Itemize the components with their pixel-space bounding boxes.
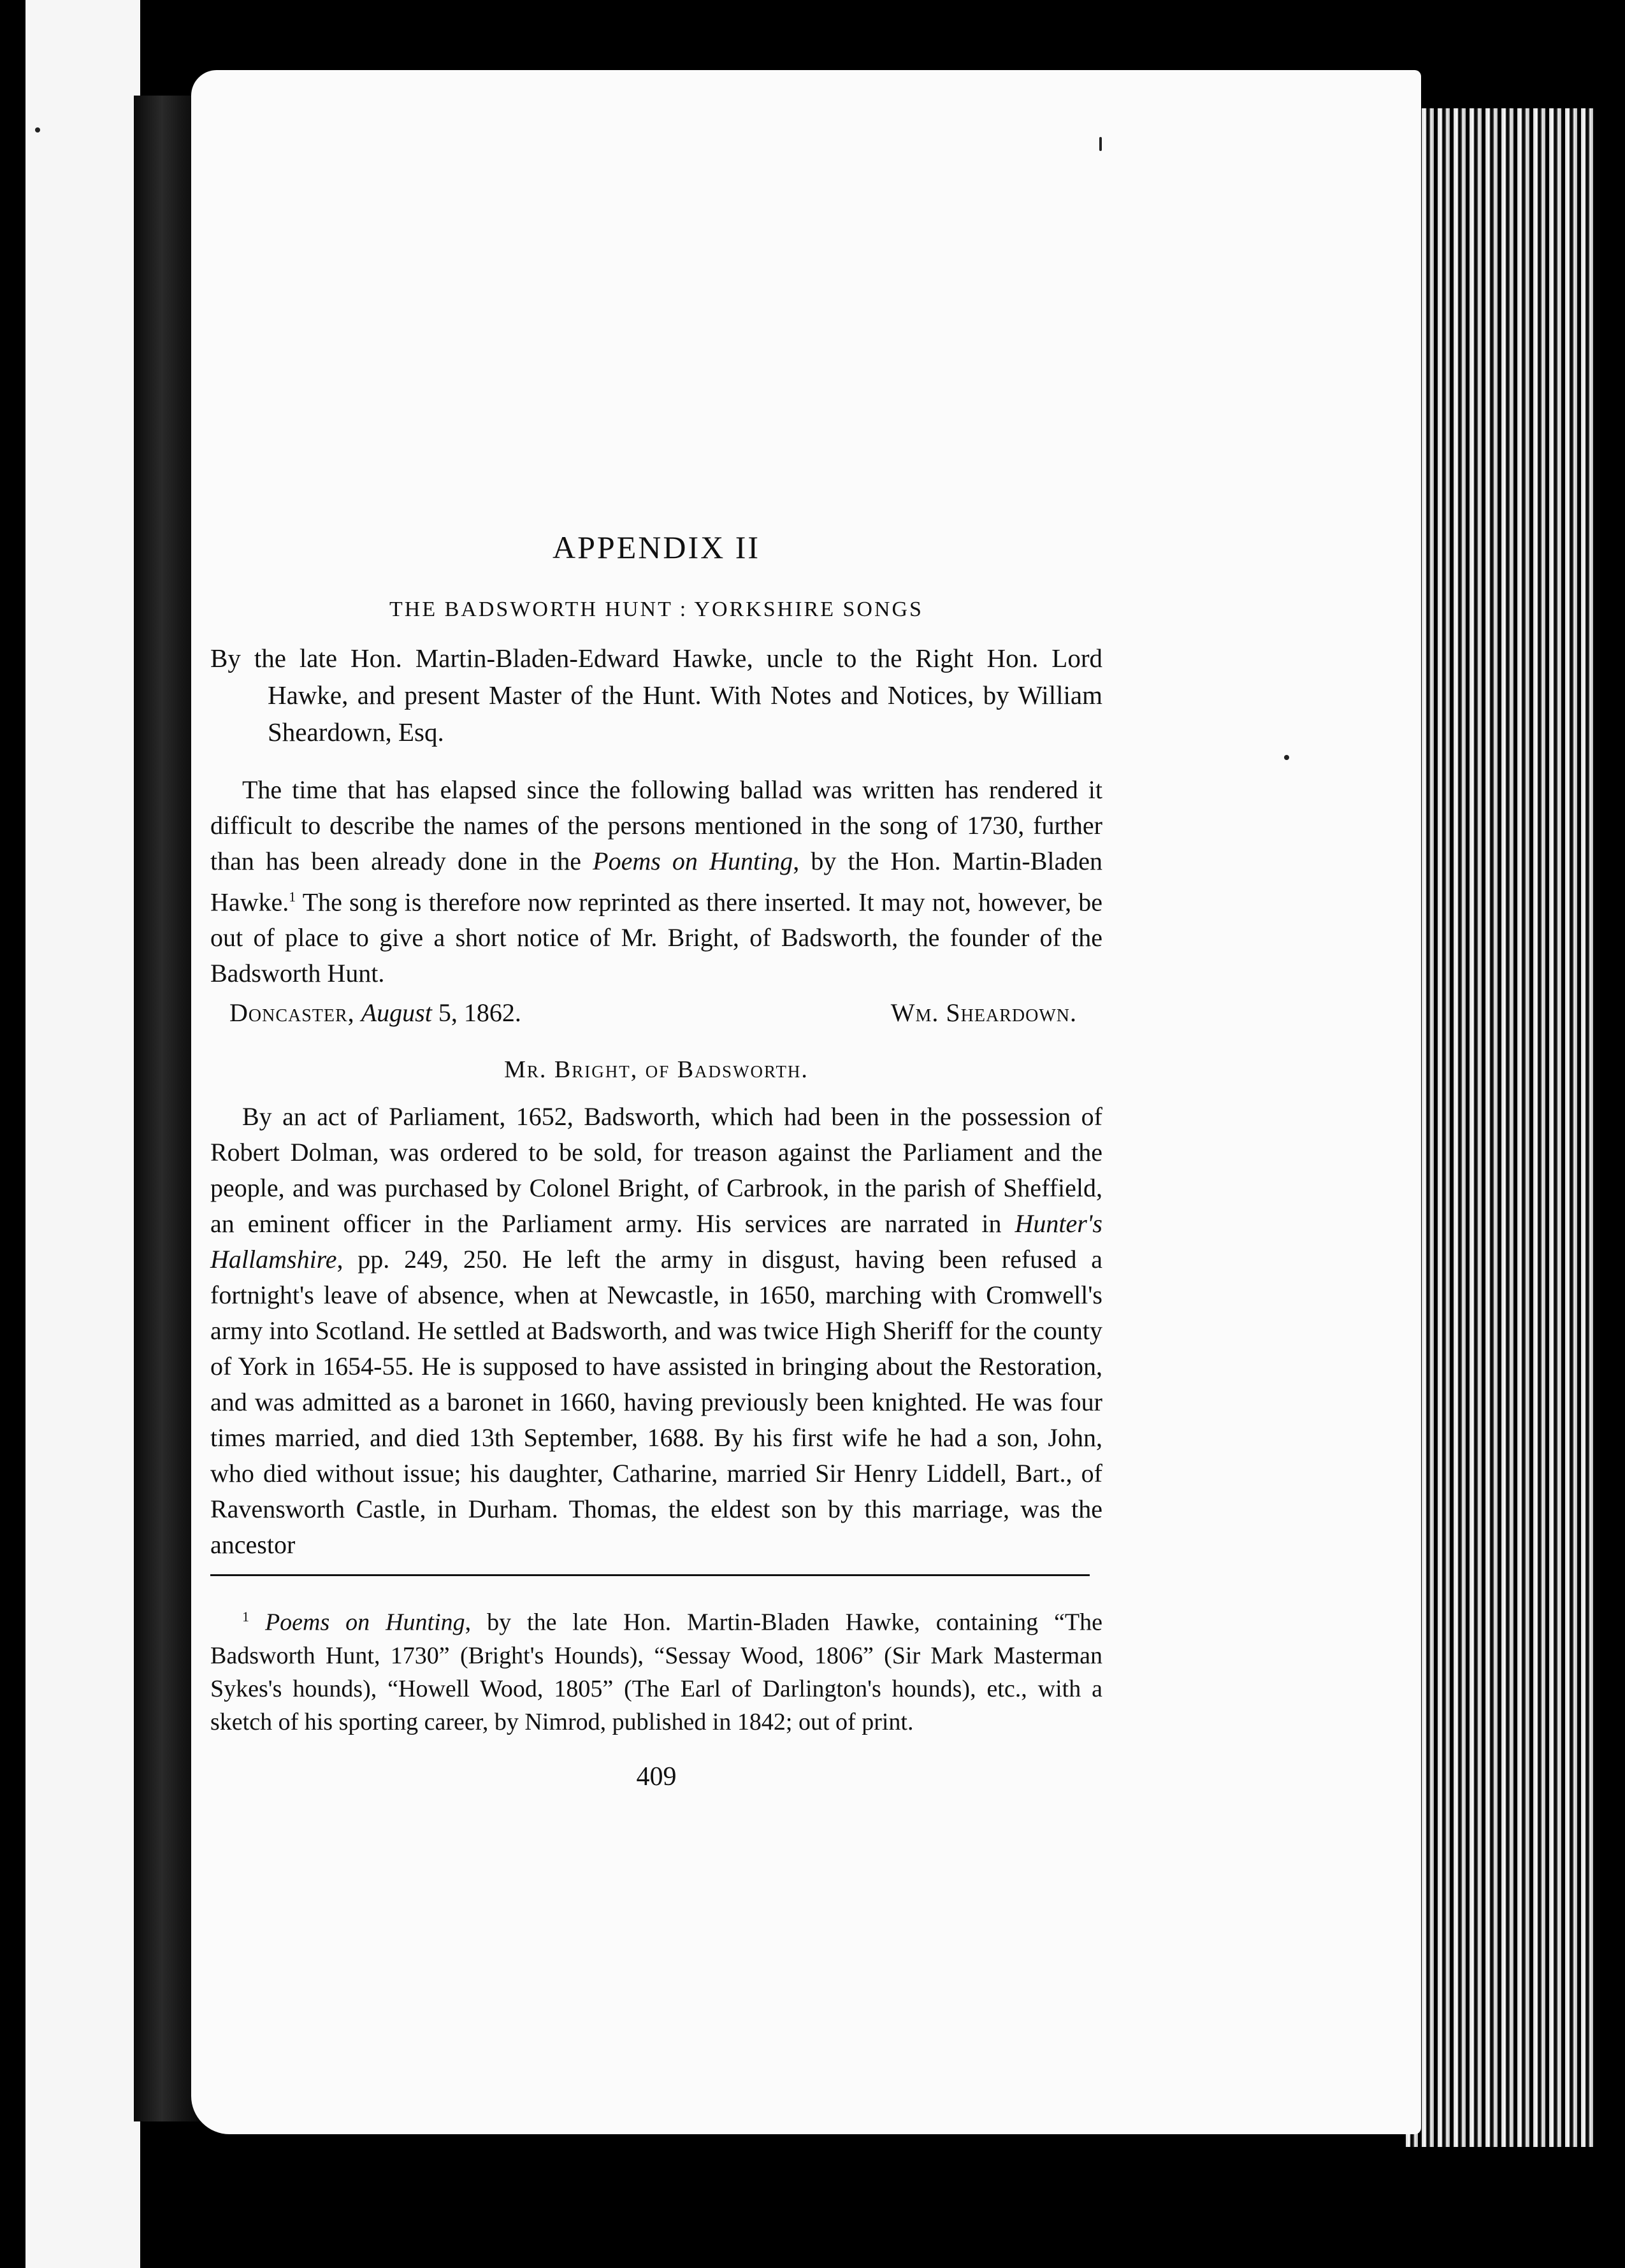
footnote-divider [210, 1574, 1090, 1576]
dateline [229, 998, 1102, 1028]
intro-text-middle: , by the Hon. Martin-Bladen Hawke. [210, 847, 1103, 917]
previous-page-edge [25, 0, 144, 2268]
footnote-italic-title: Poems on Hunting [264, 1609, 465, 1636]
footnote-text: , by the late Hon. Martin-Bladen Hawke, containing “The Badsworth Hunt, 1730” (Bright's Hounds), “Sessay Wood, 1806” (Sir Mark Masterman Sykes's hounds), “Howell Wood, 1805” (The Earl of Darlington's hounds), etc., with a sketch of his sporting career, by Nimrod, published in 1842; out of print. [210, 1609, 1102, 1735]
footnote [210, 1600, 1102, 1739]
footnote-mark: 1 [242, 1609, 249, 1625]
dateline-signature: Wm. Sheardown. [890, 998, 1077, 1028]
intro-text-start: The time that has elapsed since the following ballad was written has rendered it difficult to describe the names of the persons mentioned in the song of 1730, further than has been already done in the [210, 775, 1102, 875]
body-text-end: , pp. 249, 250. He left the army in disgust, having been refused a fortnight's leave of absence, when at Newcastle, in 1650, marching with Cromwell's army into Scotland. He settled at Badsworth, and was twice High Sheriff for the county of York in 1654-55. He is supposed to have assisted in bringing about the Restoration, and was admitted as a baronet in 1660, having previously been knighted. He was four times married, and died 13th September, 1688. By his first wife he had a son, John, who died without issue; his daughter, Catharine, married Sir Henry Liddell, Bart., of Ravensworth Castle, in Durham. Thomas, the eldest son by this marriage, was the ancestor [210, 1245, 1102, 1560]
body-text-start: By an act of Parliament, 1652, Badsworth, which had been in the possession of Robert Dolman, was ordered to be sold, for treason against the Parliament and the people, and was purchased by Colonel Bright, of Carbrook, in the parish of Sheffield, an eminent officer in the Parliament army. His services are narrated in [210, 1102, 1102, 1238]
scan-speck [1099, 137, 1102, 151]
page-stack-edges [1402, 108, 1593, 2147]
section-subtitle: THE BADSWORTH HUNT : YORKSHIRE SONGS [389, 598, 923, 621]
dateline-place: Doncaster, [229, 998, 355, 1028]
intro-italic-title: Poems on Hunting [593, 847, 793, 875]
page-number: 409 [636, 1762, 677, 1791]
scan-speck [35, 127, 40, 133]
body-paragraph [210, 1099, 1102, 1563]
intro-paragraph [210, 772, 1102, 991]
dateline-place-date [229, 998, 521, 1028]
dateline-day-year: 5, 1862. [431, 998, 521, 1028]
footnote-reference: 1 [289, 889, 296, 905]
body-italic-title: Hunter's Hallamshire [210, 1209, 1102, 1274]
dateline-month: August [361, 998, 432, 1028]
scan-speck [1284, 755, 1289, 760]
byline: By the late Hon. Martin-Bladen-Edward Hawke, uncle to the Right Hon. Lord Hawke, and present Master of the Hunt. With Notes and Notices, by William Sheardown, Esq. [210, 643, 1102, 747]
page-text [210, 529, 1102, 1792]
appendix-title: APPENDIX II [552, 529, 761, 565]
intro-text-end: The song is therefore now reprinted as there inserted. It may not, however, be out of place to give a short notice of Mr. Bright, of Badsworth, the founder of the Badsworth Hunt. [210, 887, 1102, 988]
section-title: Mr. Bright, of Badsworth. [504, 1056, 809, 1084]
